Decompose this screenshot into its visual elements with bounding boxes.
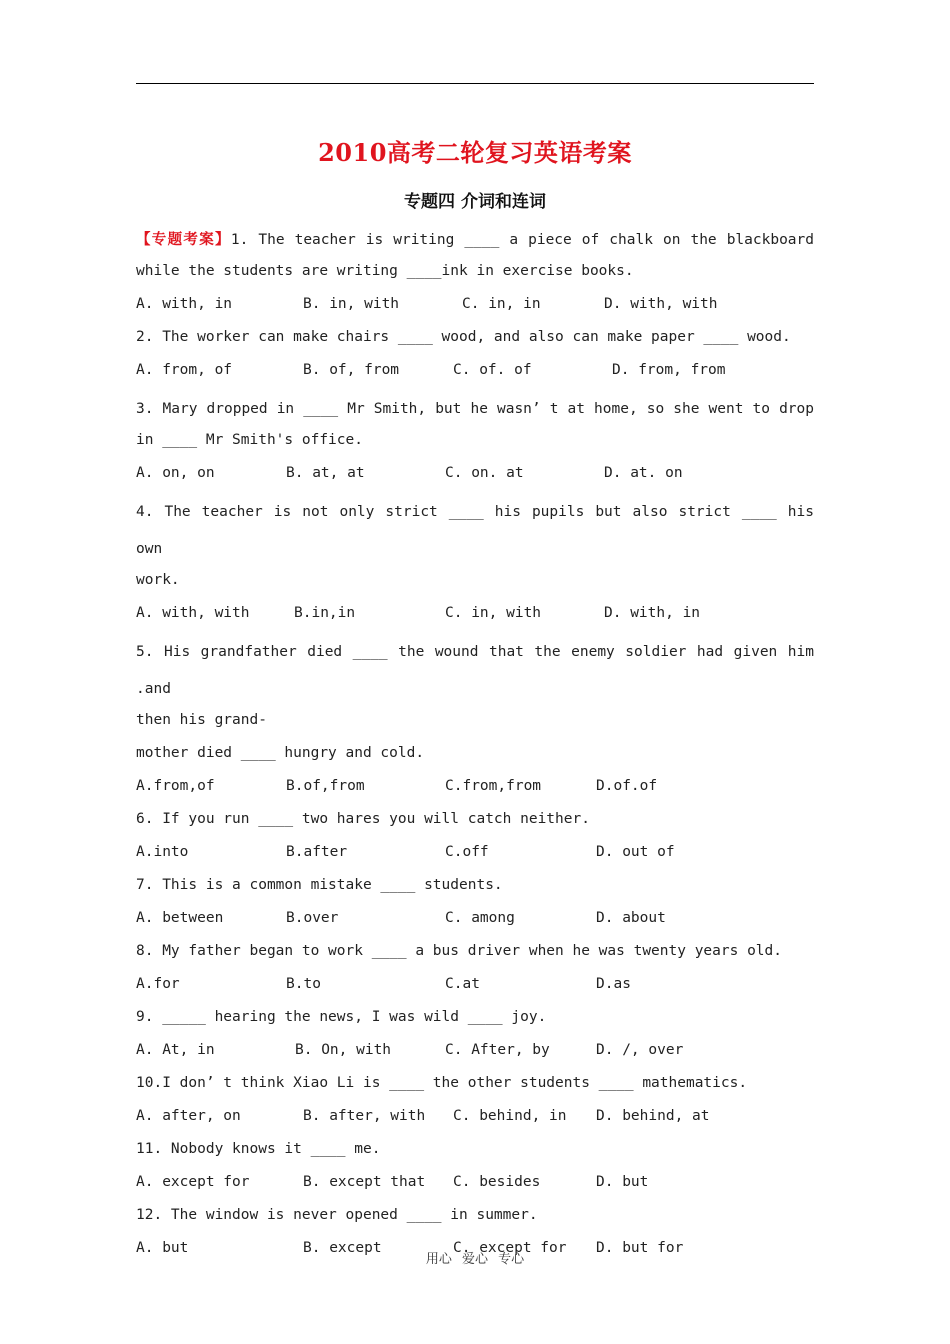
option: B.in,in — [294, 605, 356, 621]
question-7: 7. This is a common mistake ____ students. — [136, 877, 503, 893]
option: D. with, with — [604, 296, 718, 312]
options-5 — [136, 774, 814, 807]
option: B.over — [286, 910, 339, 926]
option: C.from,from — [445, 778, 542, 794]
options-10 — [136, 1104, 814, 1137]
question-11: 11. Nobody knows it ____ me. — [136, 1141, 381, 1157]
header-rule — [136, 83, 814, 84]
section-subtitle: 专题四 介词和连词 — [404, 192, 546, 212]
options-3 — [136, 461, 814, 494]
option: D. behind, at — [596, 1108, 710, 1124]
options-8 — [136, 972, 814, 1005]
option: A. after, on — [136, 1108, 241, 1124]
options-4 — [136, 601, 814, 634]
option: D. about — [596, 910, 666, 926]
question-4-cont: work. — [136, 572, 180, 588]
option: B. at, at — [286, 465, 365, 481]
option: A. with, in — [136, 296, 233, 312]
option: D. but — [596, 1174, 649, 1190]
options-11 — [136, 1170, 814, 1203]
option: C. of. of — [453, 362, 532, 378]
question-1-cont: while the students are writing ____ink in exercise books. — [136, 263, 634, 279]
question-5: 5. His grandfather died ____ the wound that the enemy soldier had given him .and — [136, 644, 814, 697]
option: B. except — [303, 1240, 382, 1256]
question-10: 10.I don’ t think Xiao Li is ____ the other students ____ mathematics. — [136, 1075, 748, 1091]
question-5-cont2: mother died ____ hungry and cold. — [136, 745, 425, 761]
option: B. of, from — [303, 362, 400, 378]
option: A. but — [136, 1240, 189, 1256]
option: C. in, in — [462, 296, 541, 312]
question-6: 6. If you run ____ two hares you will catch neither. — [136, 811, 590, 827]
question-2: 2. The worker can make chairs ____ wood, and also can make paper ____ wood. — [136, 329, 791, 345]
option: A. with, with — [136, 605, 250, 621]
question-1-text: 1. The teacher is writing ____ a piece of chalk on the blackboard — [230, 232, 815, 248]
option: B.of,from — [286, 778, 365, 794]
option: D. /, over — [596, 1042, 684, 1058]
option: B. after, with — [303, 1108, 426, 1124]
option: C. in, with — [445, 605, 542, 621]
option: D. out of — [596, 844, 675, 860]
option: D.as — [596, 976, 631, 992]
option: D. from, from — [612, 362, 726, 378]
question-5-cont: then his grand- — [136, 712, 267, 728]
options-6 — [136, 840, 814, 873]
option: B. On, with — [295, 1042, 392, 1058]
options-9 — [136, 1038, 814, 1071]
option: A. between — [136, 910, 224, 926]
options-7 — [136, 906, 814, 939]
option: C. behind, in — [453, 1108, 567, 1124]
question-8: 8. My father began to work ____ a bus driver when he was twenty years old. — [136, 943, 783, 959]
option: C.off — [445, 844, 489, 860]
options-2 — [136, 358, 814, 391]
option: A. on, on — [136, 465, 215, 481]
page-footer: 用心 爱心 专心 — [425, 1252, 525, 1267]
section-tag: 【专题考案】 — [136, 232, 231, 248]
option: C. except for — [453, 1240, 567, 1256]
question-9: 9. _____ hearing the news, I was wild ____ joy. — [136, 1009, 547, 1025]
option: D.of.of — [596, 778, 658, 794]
option: D. at. on — [604, 465, 683, 481]
option: C. After, by — [445, 1042, 550, 1058]
question-3-cont: in ____ Mr Smith's office. — [136, 432, 363, 448]
question-4: 4. The teacher is not only strict ____ his pupils but also strict ____ his own — [136, 504, 814, 557]
question-3: 3. Mary dropped in ____ Mr Smith, but he wasn’ t at home, so she went to drop — [136, 401, 814, 417]
option: B. except that — [303, 1174, 426, 1190]
option: A.for — [136, 976, 180, 992]
document-title: 2010高考二轮复习英语考案 — [318, 138, 632, 167]
option: A. except for — [136, 1174, 250, 1190]
options-1 — [136, 292, 814, 325]
option: A. from, of — [136, 362, 233, 378]
option: D. with, in — [604, 605, 701, 621]
option: C. on. at — [445, 465, 524, 481]
option: C. besides — [453, 1174, 541, 1190]
option: B.to — [286, 976, 321, 992]
option: B.after — [286, 844, 348, 860]
option: C. among — [445, 910, 515, 926]
option: C.at — [445, 976, 480, 992]
question-1 — [136, 222, 814, 259]
option: A. At, in — [136, 1042, 215, 1058]
option: A.from,of — [136, 778, 215, 794]
option: D. but for — [596, 1240, 684, 1256]
option: A.into — [136, 844, 189, 860]
question-12: 12. The window is never opened ____ in summer. — [136, 1207, 538, 1223]
question-list — [136, 222, 814, 1269]
option: B. in, with — [303, 296, 400, 312]
